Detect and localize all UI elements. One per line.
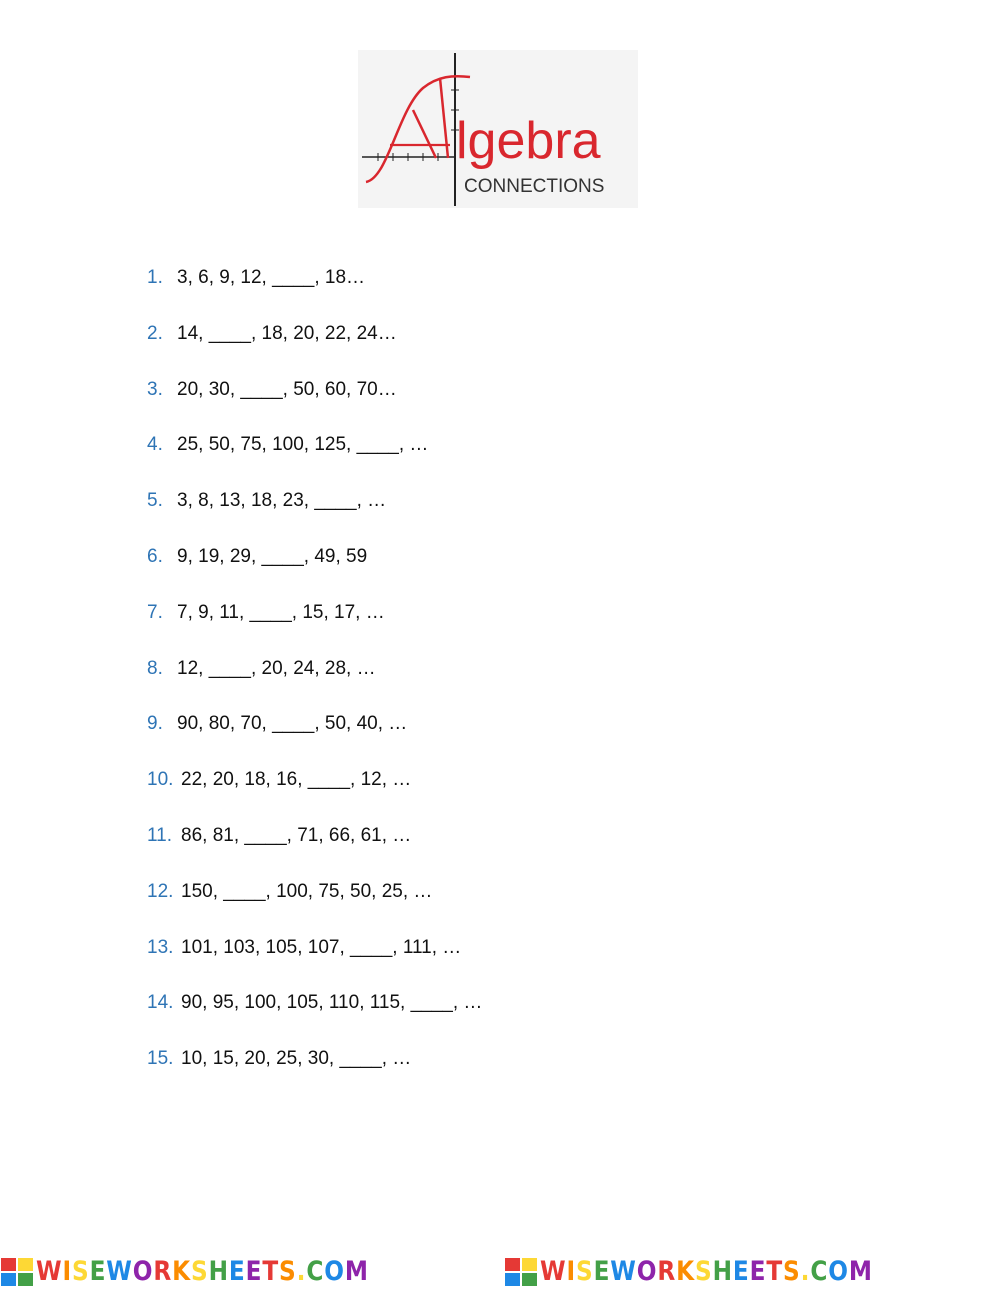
problem-item [147, 431, 482, 487]
watermark-right [504, 1257, 1000, 1287]
problem-number: 12. [147, 880, 174, 902]
problem-sequence: 150, ____, 100, 75, 50, 25, … [181, 880, 433, 902]
problem-number: 3. [147, 378, 163, 400]
problem-sequence: 90, 95, 100, 105, 110, 115, ____, … [181, 992, 483, 1014]
logo-word: lgebra [456, 112, 601, 170]
problem-number: 8. [147, 657, 163, 679]
problem-number: 13. [147, 936, 174, 958]
problem-item [147, 989, 482, 1045]
problem-item [147, 487, 482, 543]
problem-item [147, 822, 482, 878]
problem-number: 6. [147, 545, 163, 567]
problem-sequence: 101, 103, 105, 107, ____, 111, … [181, 936, 462, 958]
problem-sequence: 14, ____, 18, 20, 22, 24… [177, 322, 397, 344]
problem-sequence: 7, 9, 11, ____, 15, 17, … [177, 601, 385, 623]
problem-item [147, 599, 482, 655]
problem-number: 5. [147, 490, 163, 512]
problem-sequence: 25, 50, 75, 100, 125, ____, … [177, 434, 429, 456]
problem-number: 15. [147, 1048, 174, 1070]
problem-sequence: 10, 15, 20, 25, 30, ____, … [181, 1048, 412, 1070]
problem-number: 4. [147, 434, 163, 456]
wiseworksheets-logo-icon [0, 1257, 34, 1287]
problem-sequence: 86, 81, ____, 71, 66, 61, … [181, 824, 412, 846]
problem-item [147, 264, 482, 320]
problem-item [147, 878, 482, 934]
problem-sequence: 3, 6, 9, 12, ____, 18… [177, 267, 366, 288]
problem-item [147, 1045, 482, 1101]
problem-sequence: 12, ____, 20, 24, 28, … [177, 657, 376, 679]
problem-item [147, 766, 482, 822]
watermark-left [0, 1257, 496, 1287]
wiseworksheets-logo-icon [504, 1257, 538, 1287]
problem-number: 11. [147, 824, 173, 846]
problem-number: 1. [147, 267, 163, 288]
problem-sequence: 20, 30, ____, 50, 60, 70… [177, 378, 397, 400]
problem-item [147, 320, 482, 376]
problem-number: 14. [147, 992, 174, 1014]
problem-item [147, 710, 482, 766]
logo-subtitle: CONNECTIONS [464, 176, 605, 197]
problem-sequence: 90, 80, 70, ____, 50, 40, … [177, 713, 408, 735]
problem-sequence: 22, 20, 18, 16, ____, 12, … [181, 769, 412, 791]
problem-item [147, 934, 482, 990]
problem-number: 2. [147, 322, 163, 344]
problem-list [147, 264, 482, 1101]
problem-sequence: 9, 19, 29, ____, 49, 59 [177, 545, 368, 567]
problem-sequence: 3, 8, 13, 18, 23, ____, … [177, 490, 387, 512]
problem-number: 10. [147, 769, 174, 791]
watermark-text: WISEWORKSHEETS.COM [36, 1256, 369, 1287]
watermark-footer [0, 1255, 1000, 1289]
problem-item [147, 543, 482, 599]
problem-number: 7. [147, 601, 163, 623]
problem-item [147, 376, 482, 432]
algebra-connections-logo [358, 50, 638, 208]
problem-number: 9. [147, 713, 163, 735]
problem-item [147, 655, 482, 711]
watermark-text: WISEWORKSHEETS.COM [540, 1256, 873, 1287]
